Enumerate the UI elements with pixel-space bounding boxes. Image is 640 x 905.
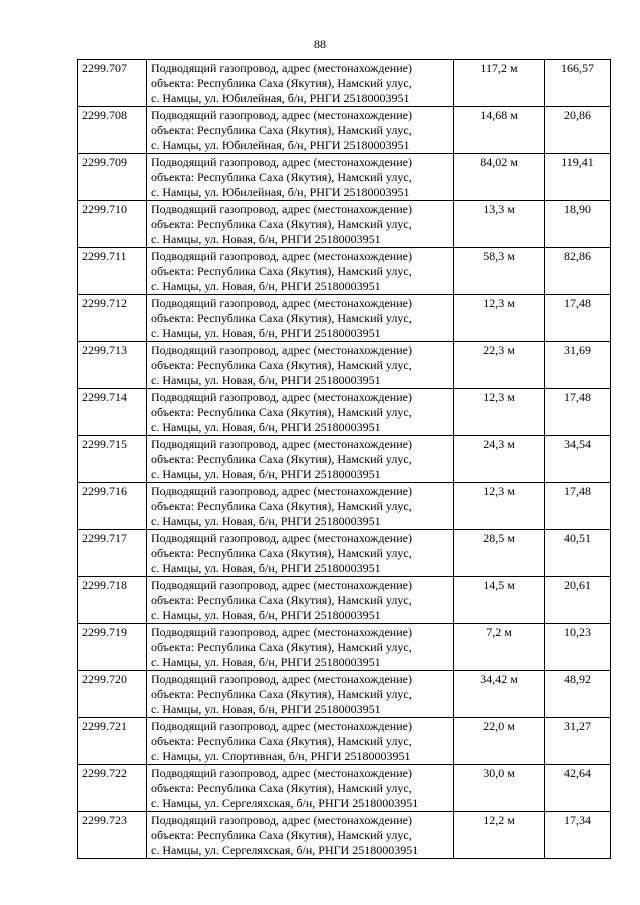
length-cell: 84,02 м — [454, 154, 545, 201]
table-row — [78, 765, 611, 812]
row-number-cell: 2299.720 — [78, 671, 147, 718]
table-row — [78, 295, 611, 342]
table-row — [78, 248, 611, 295]
row-number-cell: 2299.718 — [78, 577, 147, 624]
table-row — [78, 389, 611, 436]
table-row — [78, 483, 611, 530]
object-description-cell — [147, 436, 454, 483]
description-line: с. Намцы, ул. Юбилейная, б/н, РНГИ 25180003951 — [151, 91, 410, 105]
object-description-cell — [147, 248, 454, 295]
description-line: объекта: Республика Саха (Якутия), Намский улус, — [151, 76, 412, 90]
row-number-cell: 2299.712 — [78, 295, 147, 342]
length-cell: 7,2 м — [454, 624, 545, 671]
row-number-cell: 2299.710 — [78, 201, 147, 248]
object-description-cell — [147, 483, 454, 530]
description-line: с. Намцы, ул. Новая, б/н, РНГИ 25180003951 — [151, 702, 381, 716]
area-cell: 17,48 — [545, 389, 611, 436]
table-row — [78, 201, 611, 248]
description-line: Подводящий газопровод, адрес (местонахождение) — [151, 578, 412, 592]
description-line: объекта: Республика Саха (Якутия), Намский улус, — [151, 358, 412, 372]
length-cell: 24,3 м — [454, 436, 545, 483]
row-number-cell: 2299.709 — [78, 154, 147, 201]
row-number-cell: 2299.708 — [78, 107, 147, 154]
description-line: объекта: Республика Саха (Якутия), Намский улус, — [151, 546, 412, 560]
description-line: Подводящий газопровод, адрес (местонахождение) — [151, 625, 412, 639]
area-cell: 17,34 — [545, 812, 611, 859]
description-line: объекта: Республика Саха (Якутия), Намский улус, — [151, 687, 412, 701]
description-line: Подводящий газопровод, адрес (местонахождение) — [151, 813, 412, 827]
row-number-cell: 2299.707 — [78, 60, 147, 107]
description-line: с. Намцы, ул. Новая, б/н, РНГИ 25180003951 — [151, 232, 381, 246]
object-description-cell — [147, 671, 454, 718]
description-line: с. Намцы, ул. Новая, б/н, РНГИ 25180003951 — [151, 655, 381, 669]
area-cell: 42,64 — [545, 765, 611, 812]
object-description-cell — [147, 718, 454, 765]
description-line: объекта: Республика Саха (Якутия), Намский улус, — [151, 405, 412, 419]
row-number-cell: 2299.713 — [78, 342, 147, 389]
object-description-cell — [147, 624, 454, 671]
object-description-cell — [147, 530, 454, 577]
description-line: с. Намцы, ул. Сергеляхская, б/н, РНГИ 25180003951 — [151, 796, 419, 810]
area-cell: 34,54 — [545, 436, 611, 483]
description-line: объекта: Республика Саха (Якутия), Намский улус, — [151, 781, 412, 795]
row-number-cell: 2299.722 — [78, 765, 147, 812]
length-cell: 34,42 м — [454, 671, 545, 718]
description-line: с. Намцы, ул. Новая, б/н, РНГИ 25180003951 — [151, 561, 381, 575]
table-row — [78, 812, 611, 859]
description-line: объекта: Республика Саха (Якутия), Намский улус, — [151, 640, 412, 654]
table-row — [78, 624, 611, 671]
description-line: с. Намцы, ул. Новая, б/н, РНГИ 25180003951 — [151, 326, 381, 340]
description-line: Подводящий газопровод, адрес (местонахождение) — [151, 61, 412, 75]
row-number-cell: 2299.717 — [78, 530, 147, 577]
table-row — [78, 577, 611, 624]
description-line: с. Намцы, ул. Новая, б/н, РНГИ 25180003951 — [151, 514, 381, 528]
object-description-cell — [147, 342, 454, 389]
area-cell: 18,90 — [545, 201, 611, 248]
description-line: объекта: Республика Саха (Якутия), Намский улус, — [151, 593, 412, 607]
table-row — [78, 671, 611, 718]
description-line: с. Намцы, ул. Новая, б/н, РНГИ 25180003951 — [151, 420, 381, 434]
description-line: объекта: Республика Саха (Якутия), Намский улус, — [151, 452, 412, 466]
table-row — [78, 436, 611, 483]
table-row — [78, 107, 611, 154]
object-description-cell — [147, 60, 454, 107]
description-line: с. Намцы, ул. Новая, б/н, РНГИ 25180003951 — [151, 608, 381, 622]
description-line: Подводящий газопровод, адрес (местонахождение) — [151, 719, 412, 733]
description-line: Подводящий газопровод, адрес (местонахождение) — [151, 108, 412, 122]
area-cell: 31,69 — [545, 342, 611, 389]
length-cell: 14,68 м — [454, 107, 545, 154]
object-description-cell — [147, 577, 454, 624]
description-line: Подводящий газопровод, адрес (местонахождение) — [151, 766, 412, 780]
description-line: Подводящий газопровод, адрес (местонахождение) — [151, 390, 412, 404]
area-cell: 166,57 — [545, 60, 611, 107]
description-line: объекта: Республика Саха (Якутия), Намский улус, — [151, 170, 412, 184]
length-cell: 14,5 м — [454, 577, 545, 624]
area-cell: 20,61 — [545, 577, 611, 624]
length-cell: 117,2 м — [454, 60, 545, 107]
description-line: объекта: Республика Саха (Якутия), Намский улус, — [151, 734, 412, 748]
row-number-cell: 2299.719 — [78, 624, 147, 671]
length-cell: 12,3 м — [454, 483, 545, 530]
table-row — [78, 154, 611, 201]
length-cell: 22,3 м — [454, 342, 545, 389]
object-description-cell — [147, 107, 454, 154]
description-line: с. Намцы, ул. Юбилейная, б/н, РНГИ 25180003951 — [151, 138, 410, 152]
length-cell: 28,5 м — [454, 530, 545, 577]
row-number-cell: 2299.723 — [78, 812, 147, 859]
page-number: 88 — [314, 37, 326, 51]
description-line: Подводящий газопровод, адрес (местонахождение) — [151, 672, 412, 686]
description-line: объекта: Республика Саха (Якутия), Намский улус, — [151, 123, 412, 137]
length-cell: 30,0 м — [454, 765, 545, 812]
length-cell: 12,3 м — [454, 389, 545, 436]
row-number-cell: 2299.714 — [78, 389, 147, 436]
row-number-cell: 2299.715 — [78, 436, 147, 483]
description-line: объекта: Республика Саха (Якутия), Намский улус, — [151, 828, 412, 842]
area-cell: 40,51 — [545, 530, 611, 577]
description-line: объекта: Республика Саха (Якутия), Намский улус, — [151, 217, 412, 231]
area-cell: 20,86 — [545, 107, 611, 154]
length-cell: 13,3 м — [454, 201, 545, 248]
object-description-cell — [147, 765, 454, 812]
description-line: Подводящий газопровод, адрес (местонахождение) — [151, 296, 412, 310]
length-cell: 58,3 м — [454, 248, 545, 295]
table-row — [78, 530, 611, 577]
table-row — [78, 342, 611, 389]
description-line: Подводящий газопровод, адрес (местонахождение) — [151, 155, 412, 169]
description-line: с. Намцы, ул. Спортивная, б/н, РНГИ 25180003951 — [151, 749, 411, 763]
description-line: с. Намцы, ул. Сергеляхская, б/н, РНГИ 25180003951 — [151, 843, 419, 857]
description-line: объекта: Республика Саха (Якутия), Намский улус, — [151, 311, 412, 325]
description-line: с. Намцы, ул. Новая, б/н, РНГИ 25180003951 — [151, 373, 381, 387]
row-number-cell: 2299.716 — [78, 483, 147, 530]
description-line: объекта: Республика Саха (Якутия), Намский улус, — [151, 264, 412, 278]
area-cell: 10,23 — [545, 624, 611, 671]
object-description-cell — [147, 201, 454, 248]
object-description-cell — [147, 295, 454, 342]
area-cell: 31,27 — [545, 718, 611, 765]
table-row — [78, 60, 611, 107]
description-line: Подводящий газопровод, адрес (местонахождение) — [151, 249, 412, 263]
table-row — [78, 718, 611, 765]
description-line: с. Намцы, ул. Новая, б/н, РНГИ 25180003951 — [151, 279, 381, 293]
area-cell: 17,48 — [545, 295, 611, 342]
length-cell: 12,2 м — [454, 812, 545, 859]
description-line: с. Намцы, ул. Новая, б/н, РНГИ 25180003951 — [151, 467, 381, 481]
description-line: Подводящий газопровод, адрес (местонахождение) — [151, 343, 412, 357]
object-description-cell — [147, 812, 454, 859]
description-line: Подводящий газопровод, адрес (местонахождение) — [151, 531, 412, 545]
object-description-cell — [147, 154, 454, 201]
area-cell: 119,41 — [545, 154, 611, 201]
description-line: с. Намцы, ул. Юбилейная, б/н, РНГИ 25180003951 — [151, 185, 410, 199]
registry-table — [77, 59, 611, 859]
description-line: Подводящий газопровод, адрес (местонахождение) — [151, 484, 412, 498]
description-line: Подводящий газопровод, адрес (местонахождение) — [151, 437, 412, 451]
length-cell: 12,3 м — [454, 295, 545, 342]
length-cell: 22,0 м — [454, 718, 545, 765]
area-cell: 82,86 — [545, 248, 611, 295]
registry-table-body — [78, 60, 611, 859]
row-number-cell: 2299.721 — [78, 718, 147, 765]
area-cell: 48,92 — [545, 671, 611, 718]
description-line: объекта: Республика Саха (Якутия), Намский улус, — [151, 499, 412, 513]
description-line: Подводящий газопровод, адрес (местонахождение) — [151, 202, 412, 216]
row-number-cell: 2299.711 — [78, 248, 147, 295]
object-description-cell — [147, 389, 454, 436]
area-cell: 17,48 — [545, 483, 611, 530]
